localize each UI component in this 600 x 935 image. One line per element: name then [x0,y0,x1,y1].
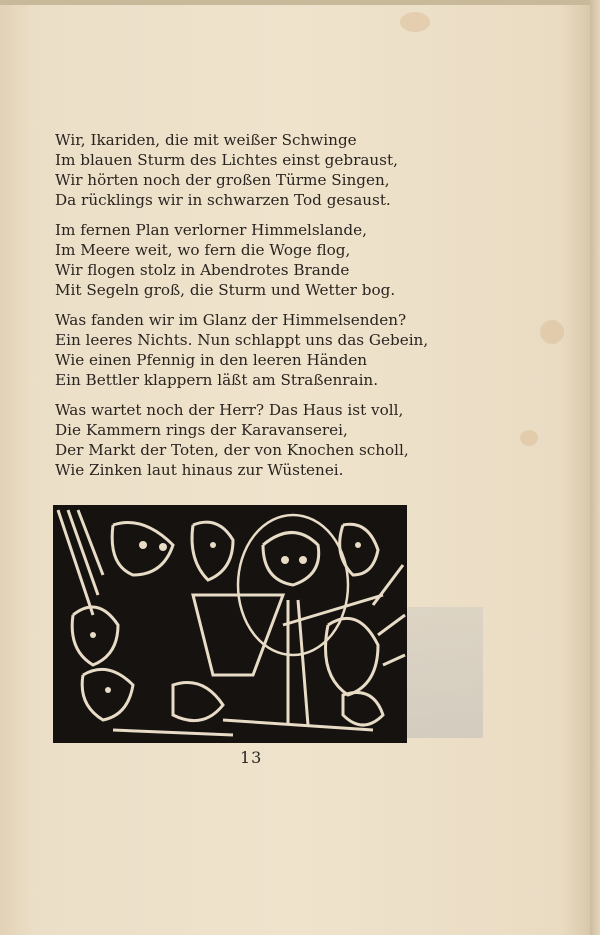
verse-line: Wie einen Pfennig in den leeren Händen [55,351,368,369]
verse-line: Was fanden wir im Glanz der Himmelsenden? [55,311,407,329]
woodcut-illustration [53,505,407,743]
verse-line: Wir flogen stolz in Abendrotes Brande [55,261,350,279]
verse-line: Die Kammern rings der Karavanserei, [55,421,348,439]
verse-line: Der Markt der Toten, der von Knochen scholl, [55,441,409,459]
verse-line: Im fernen Plan verlorner Himmelslande, [55,221,367,239]
verse-line: Was wartet noch der Herr? Das Haus ist voll, [55,401,404,419]
poem [55,130,428,490]
stanza-1 [55,130,428,210]
bleed-through-image [407,607,483,738]
verse-line: Da rücklings wir in schwarzen Tod gesaust. [55,191,391,209]
woodcut-figures [53,505,407,743]
verse-line: Wie Zinken laut hinaus zur Wüstenei. [55,461,344,479]
verse-line: Wir, Ikariden, die mit weißer Schwinge [55,131,357,149]
stanza-4 [55,400,428,480]
paper-stain [540,320,564,344]
page-number: 13 [240,748,263,767]
stanza-2 [55,220,428,300]
stanza-3 [55,310,428,390]
paper-stain [520,430,538,446]
verse-line: Ein Bettler klappern läßt am Straßenrain. [55,371,379,389]
verse-line: Wir hörten noch der großen Türme Singen, [55,171,390,189]
verse-line: Im Meere weit, wo fern die Woge flog, [55,241,351,259]
paper-stain [400,12,430,32]
verse-line: Mit Segeln groß, die Sturm und Wetter bog. [55,281,396,299]
page-top-edge [0,0,600,5]
verse-line: Ein leeres Nichts. Nun schlappt uns das Gebein, [55,331,429,349]
verse-line: Im blauen Sturm des Lichtes einst gebraust, [55,151,398,169]
page-right-edge [590,0,600,935]
